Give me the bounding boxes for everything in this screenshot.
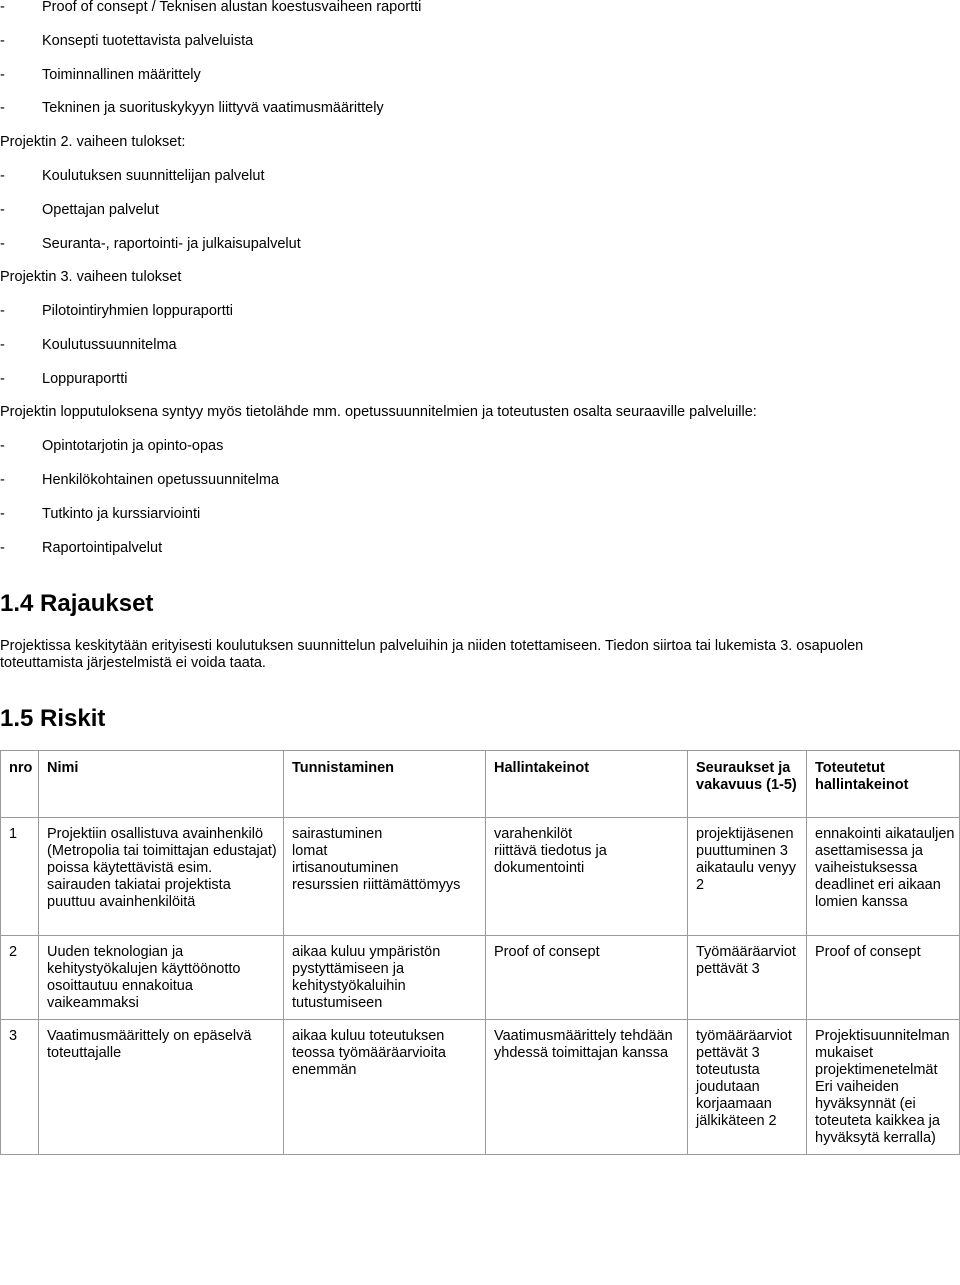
- cell-seuraukset: projektijäsenen puuttuminen 3 aikataulu venyy 2: [688, 818, 807, 936]
- list-item-text: Koulutuksen suunnittelijan palvelut: [42, 168, 265, 184]
- cell-line: Vaatimusmäärittely tehdään yhdessä toimittajan kanssa: [494, 1028, 673, 1061]
- list-dash: -: [0, 506, 5, 522]
- list-item-text: Tekninen ja suorituskykyyn liittyvä vaatimusmäärittely: [42, 100, 384, 116]
- cell-nimi: Projektiin osallistuva avainhenkilö (Metropolia tai toimittajan edustajat) poissa käytettävistä esim. sairauden takiatai projektista puuttuu avainhenkilöitä: [39, 818, 284, 936]
- table-row: [1, 818, 960, 936]
- list-item-text: Proof of consept / Teknisen alustan koestusvaiheen raportti: [42, 0, 422, 15]
- cell-line: riittävä tiedotus ja dokumentointi: [494, 843, 607, 876]
- cell-tunnistaminen: [284, 936, 486, 1020]
- list-item-text: Toiminnallinen määrittely: [42, 67, 201, 83]
- tietolahde-text: Projektin lopputuloksena syntyy myös tietolähde mm. opetussuunnitelmien ja toteutusten osalta seuraaville palveluille:: [0, 404, 757, 420]
- phase2-heading: Projektin 2. vaiheen tulokset:: [0, 134, 186, 150]
- list-dash: -: [0, 100, 5, 116]
- cell-line: resurssien riittämättömyys: [292, 877, 461, 893]
- table-header-row: [1, 751, 960, 818]
- list-dash: -: [0, 33, 5, 49]
- column-header-tunnistaminen: Tunnistaminen: [284, 751, 486, 818]
- cell-nro: 2: [1, 936, 39, 1020]
- cell-seuraukset: työmääräarviot pettävät 3 toteutusta joudutaan korjaamaan jälkikäteen 2: [688, 1020, 807, 1155]
- list-item-text: Opintotarjotin ja opinto-opas: [42, 438, 224, 454]
- column-header-nimi: Nimi: [39, 751, 284, 818]
- cell-line: varahenkilöt: [494, 826, 573, 842]
- list-dash: -: [0, 0, 5, 15]
- list-dash: -: [0, 337, 5, 353]
- list-item-text: Raportointipalvelut: [42, 540, 163, 556]
- cell-hallintakeinot: [486, 1020, 688, 1155]
- list-dash: -: [0, 472, 5, 488]
- cell-line: aikaa kuluu ympäristön pystyttämiseen ja kehitystyökaluihin tutustumiseen: [292, 944, 441, 1011]
- risk-table: [0, 750, 960, 1155]
- list-item-text: Seuranta-, raportointi- ja julkaisupalvelut: [42, 236, 301, 252]
- cell-toteutetut: Projektisuunnitelman mukaiset projektimenetelmät Eri vaiheiden hyväksynnät (ei toteuteta kaikkea ja hyväksytä kerralla): [807, 1020, 960, 1155]
- cell-seuraukset: Työmääräarviot pettävät 3: [688, 936, 807, 1020]
- rajaukset-paragraph: Projektissa keskitytään erityisesti koulutuksen suunnittelun palveluihin ja niiden totettamiseen. Tiedon siirtoa tai lukemista 3. osapuolen toteuttamista järjestelmistä ei voida taata.: [0, 638, 864, 671]
- column-header-seuraukset: Seuraukset ja vakavuus (1-5): [688, 751, 807, 818]
- cell-tunnistaminen: [284, 1020, 486, 1155]
- cell-line: aikaa kuluu toteutuksen teossa työmääräarvioita enemmän: [292, 1028, 446, 1078]
- column-header-toteutetut: Toteutetut hallintakeinot: [807, 751, 960, 818]
- list-item-text: Konsepti tuotettavista palveluista: [42, 33, 254, 49]
- cell-toteutetut: Proof of consept: [807, 936, 960, 1020]
- list-dash: -: [0, 540, 5, 556]
- list-item-text: Koulutussuunnitelma: [42, 337, 177, 353]
- cell-hallintakeinot: [486, 818, 688, 936]
- column-header-nro: nro: [1, 751, 39, 818]
- list-dash: -: [0, 168, 5, 184]
- list-dash: -: [0, 67, 5, 83]
- list-item-text: Opettajan palvelut: [42, 202, 159, 218]
- list-dash: -: [0, 236, 5, 252]
- cell-line: sairastuminen: [292, 826, 383, 842]
- cell-line: lomat: [292, 843, 328, 859]
- list-item-text: Tutkinto ja kurssiarviointi: [42, 506, 201, 522]
- cell-line: irtisanoutuminen: [292, 860, 399, 876]
- list-dash: -: [0, 438, 5, 454]
- column-header-hallintakeinot: Hallintakeinot: [486, 751, 688, 818]
- list-dash: -: [0, 371, 5, 387]
- section-heading-rajaukset: 1.4 Rajaukset: [0, 590, 154, 617]
- list-dash: -: [0, 303, 5, 319]
- cell-nimi: Uuden teknologian ja kehitystyökalujen käyttöönotto osoittautuu ennakoitua vaikeammaksi: [39, 936, 284, 1020]
- cell-hallintakeinot: [486, 936, 688, 1020]
- list-item-text: Henkilökohtainen opetussuunnitelma: [42, 472, 279, 488]
- list-item-text: Loppuraportti: [42, 371, 128, 387]
- phase3-heading: Projektin 3. vaiheen tulokset: [0, 269, 182, 285]
- cell-line: Proof of consept: [494, 944, 600, 960]
- cell-nro: 3: [1, 1020, 39, 1155]
- cell-nro: 1: [1, 818, 39, 936]
- cell-toteutetut: ennakointi aikatauljen asettamisessa ja vaiheistuksessa deadlinet eri aikaan lomien kanssa: [807, 818, 960, 936]
- cell-tunnistaminen: [284, 818, 486, 936]
- table-row: [1, 1020, 960, 1155]
- table-row: [1, 936, 960, 1020]
- list-item-text: Pilotointiryhmien loppuraportti: [42, 303, 234, 319]
- cell-nimi: Vaatimusmäärittely on epäselvä toteuttajalle: [39, 1020, 284, 1155]
- section-heading-riskit: 1.5 Riskit: [0, 705, 106, 732]
- list-dash: -: [0, 202, 5, 218]
